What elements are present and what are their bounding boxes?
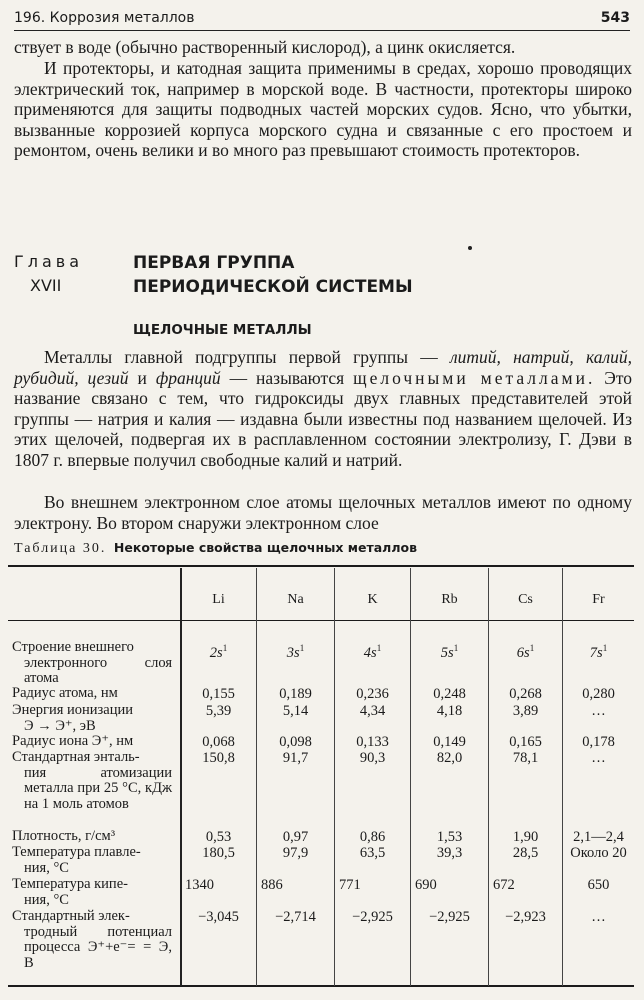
table-cell: 0,155 bbox=[202, 686, 235, 702]
table-caption bbox=[14, 540, 417, 557]
column-header-k: K bbox=[367, 592, 378, 607]
table-cell: 39,3 bbox=[436, 845, 463, 861]
table-cell: 0,098 bbox=[279, 734, 312, 750]
table-cell: 886 bbox=[261, 877, 283, 893]
column-header-rb: Rb bbox=[441, 592, 458, 607]
table-cell: 1340 bbox=[185, 877, 214, 893]
row-label-config: Строение внешнего электронного слоя атома bbox=[12, 639, 172, 686]
table-cell: 0,268 bbox=[509, 686, 542, 702]
row-label-boiling: Температура кипе- ния, °С bbox=[12, 876, 128, 908]
chapter-title-line-1: ПЕРВАЯ ГРУППА bbox=[133, 253, 295, 273]
table-cell: 0,248 bbox=[433, 686, 466, 702]
table-cell: 180,5 bbox=[202, 845, 235, 861]
p1-part-a: Металлы главной подгруппы первой группы — bbox=[44, 347, 438, 367]
table-cell: 150,8 bbox=[202, 750, 235, 766]
table-cell: Около 20 bbox=[570, 845, 627, 861]
table-cell: −2,925 bbox=[429, 909, 470, 925]
table-cell: 97,9 bbox=[282, 845, 309, 861]
table-cell: 3,89 bbox=[512, 703, 539, 719]
table-cell: 0,236 bbox=[356, 686, 389, 702]
p1-part-e: — называются bbox=[229, 367, 345, 388]
row-label-ion-radius: Радиус иона Э⁺, нм bbox=[12, 733, 134, 749]
table-cell: 690 bbox=[415, 877, 437, 893]
p1-term: щелочными металлами. bbox=[353, 367, 596, 388]
chapter-title-line-2: ПЕРИОДИЧЕСКОЙ СИСТЕМЫ bbox=[133, 277, 413, 297]
table-cell: 82,0 bbox=[436, 750, 463, 766]
body-paragraph-1 bbox=[14, 347, 632, 470]
table-title: Некоторые свойства щелочных металлов bbox=[113, 540, 417, 555]
section-title: 196. Коррозия металлов bbox=[14, 10, 195, 26]
table-cell: 91,7 bbox=[282, 750, 309, 766]
table-bottom-rule bbox=[8, 985, 634, 987]
table-cell: −2,925 bbox=[352, 909, 393, 925]
config-cell: $5s^1$ bbox=[440, 643, 459, 661]
table-label: Таблица 30. bbox=[14, 541, 107, 556]
section-subheading: ЩЕЛОЧНЫЕ МЕТАЛЛЫ bbox=[133, 322, 312, 338]
row-label-density: Плотность, г/см³ bbox=[12, 828, 116, 844]
table-cell: 5,14 bbox=[282, 703, 309, 719]
table-cell: 672 bbox=[493, 877, 515, 893]
config-cell: $6s^1$ bbox=[516, 643, 535, 661]
running-header bbox=[14, 8, 630, 31]
intro-paragraph-2: И протекторы, и катодная защита применимы в средах, хорошо проводящих электрический ток, например в морской воде. В частности, протекторы широко применяются для защиты подводных частей морских судов. Ясно, что убытки, вызванные коррозией корпуса морского судна и связанные с его простоем и ремонтом, очень велики и во много раз превышают стоимость протекторов. bbox=[14, 58, 632, 160]
table-cell: 5,39 bbox=[205, 703, 232, 719]
table-cell: 2,1—2,4 bbox=[573, 829, 624, 845]
row-label-enthalpy: Стандартная энталь- пия атомизации металла при 25 °С, кДж на 1 моль атомов bbox=[12, 749, 172, 812]
table-cell: 0,280 bbox=[582, 686, 615, 702]
row-label-melting: Температура плавле- ния, °С bbox=[12, 844, 141, 876]
table-cell: 0,97 bbox=[282, 829, 309, 845]
table-cell: 0,149 bbox=[433, 734, 466, 750]
p1-and: и bbox=[137, 367, 147, 388]
table-cell: 1,53 bbox=[436, 829, 463, 845]
column-header-cs: Cs bbox=[518, 592, 533, 607]
table-cell: −3,045 bbox=[198, 909, 239, 925]
config-cell: $7s^1$ bbox=[589, 643, 608, 661]
row-label-potential: Стандартный элек- тродный потенциал процесса Э⁺+e⁻= = Э, В bbox=[12, 908, 172, 971]
separator-dot bbox=[468, 246, 472, 250]
chapter-label: Глава bbox=[14, 252, 84, 271]
table-cell: 0,189 bbox=[279, 686, 312, 702]
table-cell: 0,133 bbox=[356, 734, 389, 750]
config-cell: $4s^1$ bbox=[363, 643, 382, 661]
table-cell: … bbox=[591, 909, 606, 925]
table-cell: 78,1 bbox=[512, 750, 539, 766]
table-cell: 63,5 bbox=[359, 845, 386, 861]
column-header-fr: Fr bbox=[592, 592, 605, 607]
table-cell: 28,5 bbox=[512, 845, 539, 861]
column-header-li: Li bbox=[212, 592, 225, 607]
table-cell: −2,714 bbox=[275, 909, 316, 925]
p1-part-g: Это название связано с тем, что гидроксиды двух главных представителей этой группы — натрия и калия — издавна были известны под названием щелочей. Из этих щелочей, подвергая их в расплавленном состоянии электролизу, Г. Дэви в 1807 г. впервые получил свободные калий и натрий. bbox=[14, 367, 633, 470]
table-cell: 90,3 bbox=[359, 750, 386, 766]
body-paragraph-2: Во внешнем электронном слое атомы щелочных металлов имеют по одному электрону. Во втором снаружи электронном слое bbox=[14, 492, 632, 533]
column-header-na: Na bbox=[287, 592, 304, 607]
p1-francium: франций bbox=[155, 367, 221, 388]
table-cell: … bbox=[591, 703, 606, 719]
table-cell: 1,90 bbox=[512, 829, 539, 845]
table-cell: −2,923 bbox=[505, 909, 546, 925]
table-cell: 0,165 bbox=[509, 734, 542, 750]
config-cell: $2s^1$ bbox=[209, 643, 228, 661]
table-cell: 650 bbox=[587, 877, 610, 893]
config-cell: $3s^1$ bbox=[286, 643, 305, 661]
table-cell: … bbox=[591, 750, 606, 766]
table-top-rule bbox=[8, 565, 634, 567]
table-cell: 771 bbox=[339, 877, 361, 893]
page-number: 543 bbox=[600, 10, 630, 26]
intro-paragraph-1: ствует в воде (обычно растворенный кислород), а цинк окисляется. bbox=[14, 37, 516, 57]
table-cell: 0,178 bbox=[582, 734, 615, 750]
chapter-title bbox=[133, 251, 553, 299]
table-cell: 4,34 bbox=[359, 703, 386, 719]
row-label-ionization: Энергия ионизации Э → Э⁺, эВ bbox=[12, 702, 133, 734]
table-cell: 4,18 bbox=[436, 703, 463, 719]
row-label-atomic-radius: Радиус атома, нм bbox=[12, 685, 118, 701]
table-cell: 0,53 bbox=[205, 829, 232, 845]
table-cell: 0,86 bbox=[359, 829, 386, 845]
chapter-number: XVII bbox=[30, 276, 62, 295]
table-header-rule bbox=[8, 620, 634, 621]
table-cell: 0,068 bbox=[202, 734, 235, 750]
p1-metals: литий, натрий, калий, рубидий, цезий bbox=[14, 347, 632, 388]
